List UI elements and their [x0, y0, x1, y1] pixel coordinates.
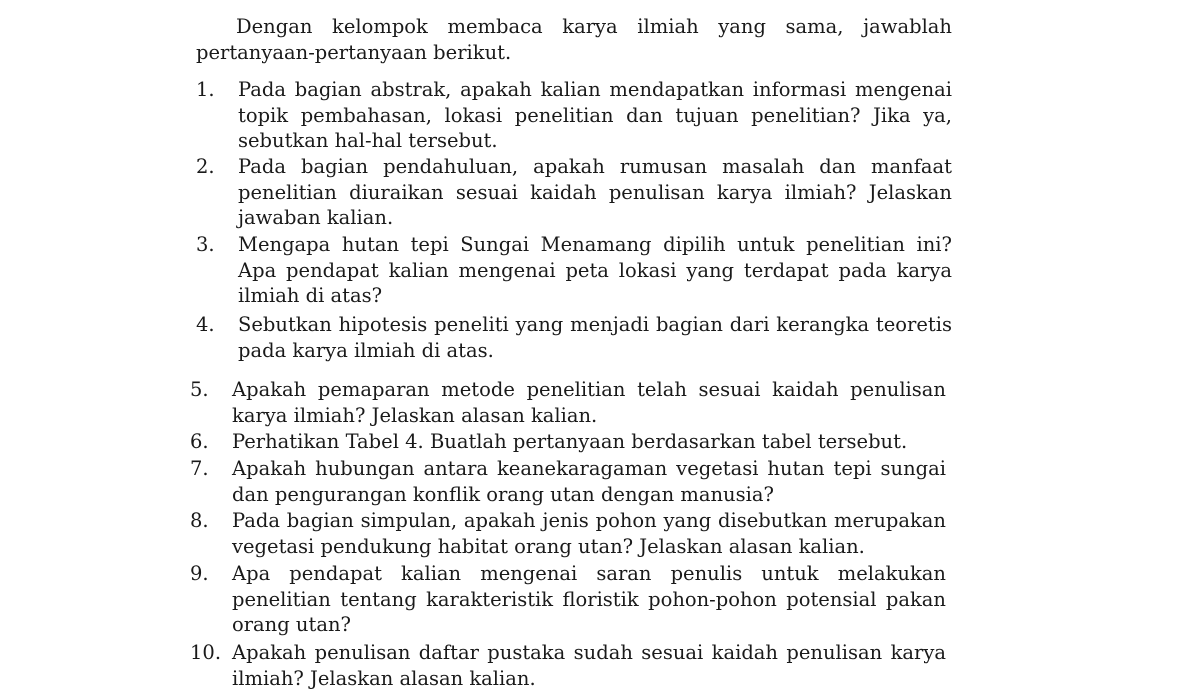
question-number: 1.: [196, 78, 215, 101]
question-text: Perhatikan Tabel 4. Buatlah pertanyaan berdasarkan tabel tersebut.: [232, 430, 908, 453]
question-number: 5.: [190, 378, 209, 401]
question-7: [190, 456, 946, 507]
question-text: Pada bagian abstrak, apakah kalian mendapatkan informasi mengenai topik pembahasan, lokasi penelitian dan tujuan penelitian? Jika ya, sebutkan hal-hal tersebut.: [238, 78, 952, 152]
question-text: Apakah pemaparan metode penelitian telah sesuai kaidah penulisan karya ilmiah? Jelaskan alasan kalian.: [232, 378, 946, 427]
question-10: [190, 640, 946, 691]
question-number: 8.: [190, 509, 209, 532]
question-4: [196, 312, 952, 363]
question-text: Pada bagian simpulan, apakah jenis pohon yang disebutkan merupakan vegetasi pendukung habitat orang utan? Jelaskan alasan kalian.: [232, 509, 946, 558]
question-9: [190, 561, 946, 638]
question-text: Apakah penulisan daftar pustaka sudah sesuai kaidah penulisan karya ilmiah? Jelaskan alasan kalian.: [232, 641, 946, 690]
question-text: Apa pendapat kalian mengenai saran penulis untuk melakukan penelitian tentang karakteristik floristik pohon-pohon potensial pakan orang utan?: [232, 562, 946, 636]
question-text: Mengapa hutan tepi Sungai Menamang dipilih untuk penelitian ini? Apa pendapat kalian mengenai peta lokasi yang terdapat pada karya ilmiah di atas?: [238, 233, 952, 307]
question-2: [196, 154, 952, 231]
question-number: 10.: [190, 641, 222, 664]
question-text: Apakah hubungan antara keanekaragaman vegetasi hutan tepi sungai dan pengurangan konflik orang utan dengan manusia?: [232, 457, 946, 506]
question-number: 7.: [190, 457, 209, 480]
question-6: [190, 429, 946, 455]
question-number: 4.: [196, 313, 215, 336]
intro-paragraph: Dengan kelompok membaca karya ilmiah yang sama, jawablah pertanyaan-pertanyaan berikut.: [196, 15, 952, 64]
question-number: 6.: [190, 430, 209, 453]
question-text: Sebutkan hipotesis peneliti yang menjadi bagian dari kerangka teoretis pada karya ilmiah di atas.: [238, 313, 952, 362]
question-8: [190, 508, 946, 559]
question-number: 9.: [190, 562, 209, 585]
question-number: 3.: [196, 233, 215, 256]
question-5: [190, 377, 946, 428]
question-1: [196, 77, 952, 154]
question-3: [196, 232, 952, 309]
question-number: 2.: [196, 155, 215, 178]
question-text: Pada bagian pendahuluan, apakah rumusan masalah dan manfaat penelitian diuraikan sesuai kaidah penulisan karya ilmiah? Jelaskan jawaban kalian.: [238, 155, 952, 229]
